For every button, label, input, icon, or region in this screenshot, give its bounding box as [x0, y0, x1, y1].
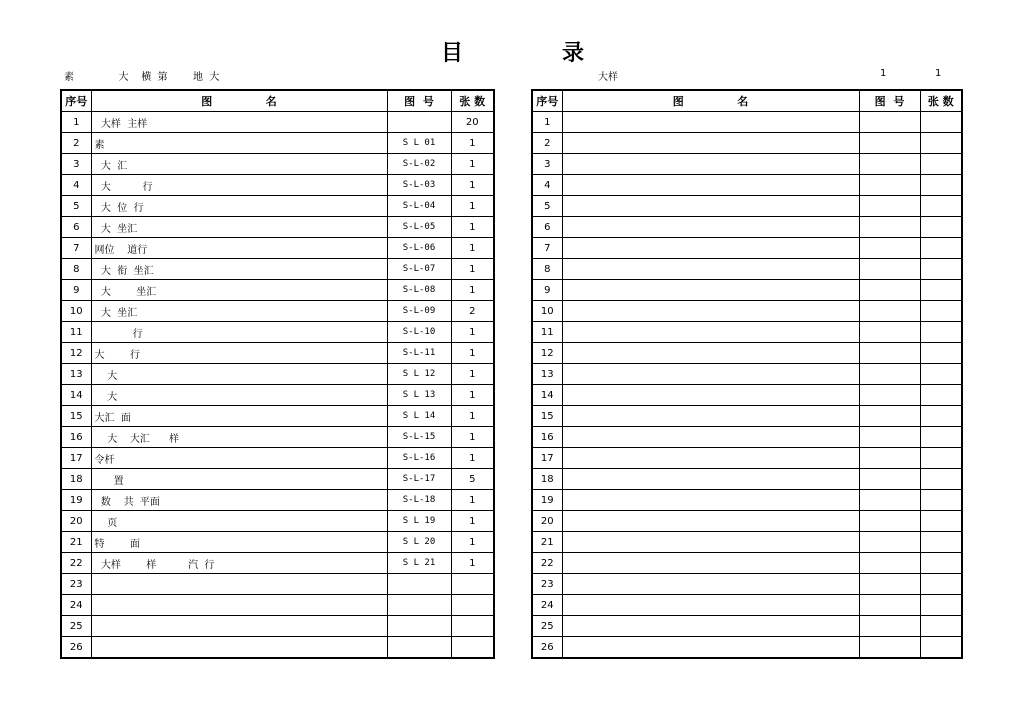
table-row	[61, 238, 494, 259]
row-number: 19	[532, 490, 562, 511]
table-row	[61, 511, 494, 532]
table-row	[61, 196, 494, 217]
table-row	[61, 427, 494, 448]
table-row	[61, 301, 494, 322]
drawing-code: S-L-07	[387, 259, 451, 280]
drawing-code	[859, 280, 920, 301]
row-number: 8	[532, 259, 562, 280]
drawing-code: S-L-10	[387, 322, 451, 343]
sheet-count	[451, 637, 494, 659]
row-number: 2	[532, 133, 562, 154]
table-row	[532, 259, 962, 280]
row-number: 11	[61, 322, 91, 343]
header-count: 张 数	[451, 90, 494, 112]
sheet-count: 1	[451, 238, 494, 259]
drawing-name	[562, 322, 859, 343]
drawing-name	[562, 427, 859, 448]
sheet-count	[920, 574, 962, 595]
drawing-code	[859, 553, 920, 574]
row-number: 19	[61, 490, 91, 511]
drawing-code	[859, 133, 920, 154]
drawing-name: 大 坐汇	[91, 217, 387, 238]
row-number: 23	[61, 574, 91, 595]
row-number: 22	[61, 553, 91, 574]
drawing-code: S-L-02	[387, 154, 451, 175]
drawing-name	[562, 595, 859, 616]
row-number: 14	[61, 385, 91, 406]
sheet-count: 20	[451, 112, 494, 133]
row-number: 24	[532, 595, 562, 616]
header-name: 图 名	[562, 90, 859, 112]
sheet-count	[920, 553, 962, 574]
drawing-code: S-L-17	[387, 469, 451, 490]
drawing-code	[387, 595, 451, 616]
table-row	[61, 532, 494, 553]
row-number: 4	[61, 175, 91, 196]
row-number: 24	[61, 595, 91, 616]
row-number: 15	[532, 406, 562, 427]
drawing-code	[859, 448, 920, 469]
table-row	[532, 490, 962, 511]
table-row	[61, 133, 494, 154]
table-row	[532, 343, 962, 364]
drawing-name	[562, 574, 859, 595]
drawing-name	[562, 154, 859, 175]
drawing-name	[562, 406, 859, 427]
table-row	[532, 385, 962, 406]
drawing-code	[859, 574, 920, 595]
table-row	[532, 322, 962, 343]
table-row	[532, 553, 962, 574]
drawing-code: S-L-04	[387, 196, 451, 217]
drawing-code	[859, 469, 920, 490]
drawing-code: S-L-03	[387, 175, 451, 196]
sheet-page: 1	[880, 68, 887, 79]
sheet-count: 1	[451, 154, 494, 175]
row-number: 12	[61, 343, 91, 364]
row-number: 13	[61, 364, 91, 385]
title-char-1: 目	[441, 41, 464, 66]
drawing-code	[859, 406, 920, 427]
drawing-code: S L 19	[387, 511, 451, 532]
drawing-code: S-L-11	[387, 343, 451, 364]
table-header	[61, 90, 494, 112]
sheet-count: 1	[451, 364, 494, 385]
header-code: 图 号	[387, 90, 451, 112]
table-row	[61, 175, 494, 196]
table-row	[61, 595, 494, 616]
drawing-name	[562, 259, 859, 280]
table-row	[61, 469, 494, 490]
sheet-count	[920, 385, 962, 406]
drawing-code	[859, 301, 920, 322]
drawing-name	[562, 364, 859, 385]
sheet-count	[920, 217, 962, 238]
table-row	[532, 364, 962, 385]
row-number: 16	[61, 427, 91, 448]
row-number: 21	[532, 532, 562, 553]
drawing-code	[859, 364, 920, 385]
drawing-name	[562, 469, 859, 490]
sheet-count	[920, 448, 962, 469]
header-no: 序号	[532, 90, 562, 112]
row-number: 20	[61, 511, 91, 532]
sheet-count: 1	[451, 553, 494, 574]
table-row	[61, 574, 494, 595]
row-number: 9	[61, 280, 91, 301]
drawing-code: S L 20	[387, 532, 451, 553]
sheet-count: 1	[451, 217, 494, 238]
drawing-name	[91, 595, 387, 616]
sheet-count	[920, 112, 962, 133]
sheet-count	[920, 259, 962, 280]
sheet-count: 1	[451, 175, 494, 196]
drawing-name: 大汇 面	[91, 406, 387, 427]
sheet-count: 1	[451, 448, 494, 469]
drawing-name	[562, 532, 859, 553]
row-number: 25	[61, 616, 91, 637]
sheet-label: 大样	[598, 72, 618, 83]
drawing-name: 大 位 行	[91, 196, 387, 217]
row-number: 23	[532, 574, 562, 595]
table-row	[532, 217, 962, 238]
row-number: 7	[532, 238, 562, 259]
sheet-count	[451, 616, 494, 637]
table-row	[532, 574, 962, 595]
drawing-name	[562, 511, 859, 532]
table-row	[61, 322, 494, 343]
sheet-count: 1	[451, 427, 494, 448]
title-char-2: 录	[562, 41, 585, 66]
drawing-name	[562, 175, 859, 196]
drawing-code	[859, 217, 920, 238]
table-row	[532, 616, 962, 637]
drawing-code: S-L-15	[387, 427, 451, 448]
drawing-name: 大 衔 坐汇	[91, 259, 387, 280]
drawing-code	[859, 238, 920, 259]
drawing-code: S L 14	[387, 406, 451, 427]
page-title	[0, 36, 1024, 64]
drawing-code	[859, 322, 920, 343]
row-number: 9	[532, 280, 562, 301]
table-row	[61, 616, 494, 637]
row-number: 22	[532, 553, 562, 574]
row-number: 26	[61, 637, 91, 659]
row-number: 17	[532, 448, 562, 469]
drawing-name	[562, 280, 859, 301]
drawing-name: 大 坐汇	[91, 280, 387, 301]
drawing-name	[562, 196, 859, 217]
sheet-count	[451, 574, 494, 595]
table-row	[61, 280, 494, 301]
drawing-name: 特 面	[91, 532, 387, 553]
table-row	[532, 154, 962, 175]
table-header	[532, 90, 962, 112]
row-number: 7	[61, 238, 91, 259]
row-number: 5	[532, 196, 562, 217]
table-row	[532, 112, 962, 133]
drawing-code	[859, 112, 920, 133]
drawing-name: 数 共 平面	[91, 490, 387, 511]
drawing-name: 大 行	[91, 343, 387, 364]
drawing-name: 大样 主样	[91, 112, 387, 133]
sheet-count	[920, 595, 962, 616]
drawing-code: S-L-16	[387, 448, 451, 469]
drawing-code	[859, 343, 920, 364]
table-row	[61, 448, 494, 469]
row-number: 12	[532, 343, 562, 364]
table-row	[61, 112, 494, 133]
table-row	[61, 385, 494, 406]
drawing-name	[91, 574, 387, 595]
drawing-code: S-L-09	[387, 301, 451, 322]
row-number: 6	[61, 217, 91, 238]
row-number: 18	[61, 469, 91, 490]
sheet-count	[920, 511, 962, 532]
row-number: 8	[61, 259, 91, 280]
sheet-count: 1	[451, 511, 494, 532]
drawing-code	[859, 637, 920, 659]
drawing-name	[562, 448, 859, 469]
sheet-count	[920, 427, 962, 448]
sheet-count: 1	[451, 133, 494, 154]
row-number: 18	[532, 469, 562, 490]
drawing-name	[562, 637, 859, 659]
sheet-count	[920, 322, 962, 343]
sheet-count	[920, 238, 962, 259]
sheet-count: 2	[451, 301, 494, 322]
drawing-code: S-L-18	[387, 490, 451, 511]
sheet-count	[920, 364, 962, 385]
drawing-code	[859, 385, 920, 406]
drawing-code: S-L-06	[387, 238, 451, 259]
drawing-name	[562, 553, 859, 574]
row-number: 21	[61, 532, 91, 553]
row-number: 15	[61, 406, 91, 427]
table-row	[61, 490, 494, 511]
drawing-name: 大 坐汇	[91, 301, 387, 322]
row-number: 3	[532, 154, 562, 175]
table-row	[61, 406, 494, 427]
sheet-count	[920, 175, 962, 196]
sheet-count: 1	[451, 322, 494, 343]
drawing-code	[859, 532, 920, 553]
drawing-code	[387, 574, 451, 595]
row-number: 6	[532, 217, 562, 238]
table-row	[532, 637, 962, 659]
drawing-name: 页	[91, 511, 387, 532]
drawing-code	[859, 595, 920, 616]
drawing-name	[562, 217, 859, 238]
sheet-count	[920, 532, 962, 553]
row-number: 13	[532, 364, 562, 385]
drawing-name: 大	[91, 364, 387, 385]
drawing-name: 行	[91, 322, 387, 343]
drawing-name: 大 汇	[91, 154, 387, 175]
row-number: 11	[532, 322, 562, 343]
drawing-name: 大样 样 汽 行	[91, 553, 387, 574]
header-code: 图 号	[859, 90, 920, 112]
drawing-code	[859, 259, 920, 280]
header-count: 张 数	[920, 90, 962, 112]
sheet-count	[920, 490, 962, 511]
drawing-code	[859, 490, 920, 511]
drawing-name: 素	[91, 133, 387, 154]
sheet-count	[451, 595, 494, 616]
drawing-name: 置	[91, 469, 387, 490]
table-row	[532, 301, 962, 322]
drawing-code	[859, 154, 920, 175]
drawing-code	[859, 616, 920, 637]
row-number: 5	[61, 196, 91, 217]
drawing-code	[859, 511, 920, 532]
row-number: 1	[61, 112, 91, 133]
table-row	[532, 448, 962, 469]
table-row	[61, 259, 494, 280]
drawing-name: 大 行	[91, 175, 387, 196]
table-row	[532, 196, 962, 217]
table-row	[532, 511, 962, 532]
drawing-name: 大	[91, 385, 387, 406]
sheet-count: 1	[451, 343, 494, 364]
sheet-count: 1	[451, 490, 494, 511]
sheet-count: 1	[451, 259, 494, 280]
row-number: 26	[532, 637, 562, 659]
row-number: 4	[532, 175, 562, 196]
drawing-name	[562, 343, 859, 364]
sheet-count	[920, 469, 962, 490]
project-info: 素 大 横 第 地 大	[64, 72, 220, 83]
table-row	[61, 217, 494, 238]
table-row	[532, 175, 962, 196]
drawing-name: 令杆	[91, 448, 387, 469]
row-number: 1	[532, 112, 562, 133]
drawing-code: S L 01	[387, 133, 451, 154]
row-number: 14	[532, 385, 562, 406]
sheet-count	[920, 301, 962, 322]
drawing-name	[91, 616, 387, 637]
sheet-count	[920, 616, 962, 637]
table-row	[532, 238, 962, 259]
drawing-name	[562, 112, 859, 133]
drawing-name	[562, 490, 859, 511]
row-number: 2	[61, 133, 91, 154]
header-name: 图 名	[91, 90, 387, 112]
sheet-count: 1	[451, 532, 494, 553]
drawing-code	[387, 637, 451, 659]
table-row	[61, 154, 494, 175]
row-number: 10	[61, 301, 91, 322]
row-number: 25	[532, 616, 562, 637]
row-number: 17	[61, 448, 91, 469]
drawing-code: S-L-05	[387, 217, 451, 238]
table-row	[61, 553, 494, 574]
row-number: 3	[61, 154, 91, 175]
sheet-count: 1	[451, 196, 494, 217]
sheet-count	[920, 343, 962, 364]
sheet-total: 1	[935, 68, 942, 79]
row-number: 20	[532, 511, 562, 532]
row-number: 10	[532, 301, 562, 322]
sheet-count	[920, 637, 962, 659]
drawing-name	[562, 238, 859, 259]
table-row	[532, 133, 962, 154]
table-row	[532, 532, 962, 553]
table-row	[61, 343, 494, 364]
drawing-name: 大 大汇 样	[91, 427, 387, 448]
drawing-code	[387, 112, 451, 133]
drawing-code: S L 12	[387, 364, 451, 385]
drawing-code	[859, 175, 920, 196]
sheet-count	[920, 133, 962, 154]
table-row	[61, 364, 494, 385]
drawing-code	[859, 196, 920, 217]
table-row	[532, 595, 962, 616]
drawing-name	[562, 133, 859, 154]
header-no: 序号	[61, 90, 91, 112]
catalog-table-right	[531, 89, 963, 659]
table-row	[61, 637, 494, 659]
drawing-code	[859, 427, 920, 448]
drawing-name	[562, 301, 859, 322]
table-row	[532, 469, 962, 490]
sheet-count	[920, 406, 962, 427]
drawing-code: S L 13	[387, 385, 451, 406]
sheet-count: 1	[451, 385, 494, 406]
sheet-count	[920, 196, 962, 217]
table-row	[532, 427, 962, 448]
drawing-name: 网位 道行	[91, 238, 387, 259]
row-number: 16	[532, 427, 562, 448]
drawing-name	[562, 385, 859, 406]
drawing-name	[91, 637, 387, 659]
drawing-code	[387, 616, 451, 637]
table-row	[532, 280, 962, 301]
catalog-table-left	[60, 89, 495, 659]
sheet-count	[920, 154, 962, 175]
sheet-count	[920, 280, 962, 301]
drawing-code: S-L-08	[387, 280, 451, 301]
sheet-count: 1	[451, 406, 494, 427]
sheet-count: 1	[451, 280, 494, 301]
drawing-code: S L 21	[387, 553, 451, 574]
drawing-name	[562, 616, 859, 637]
sheet-count: 5	[451, 469, 494, 490]
table-row	[532, 406, 962, 427]
